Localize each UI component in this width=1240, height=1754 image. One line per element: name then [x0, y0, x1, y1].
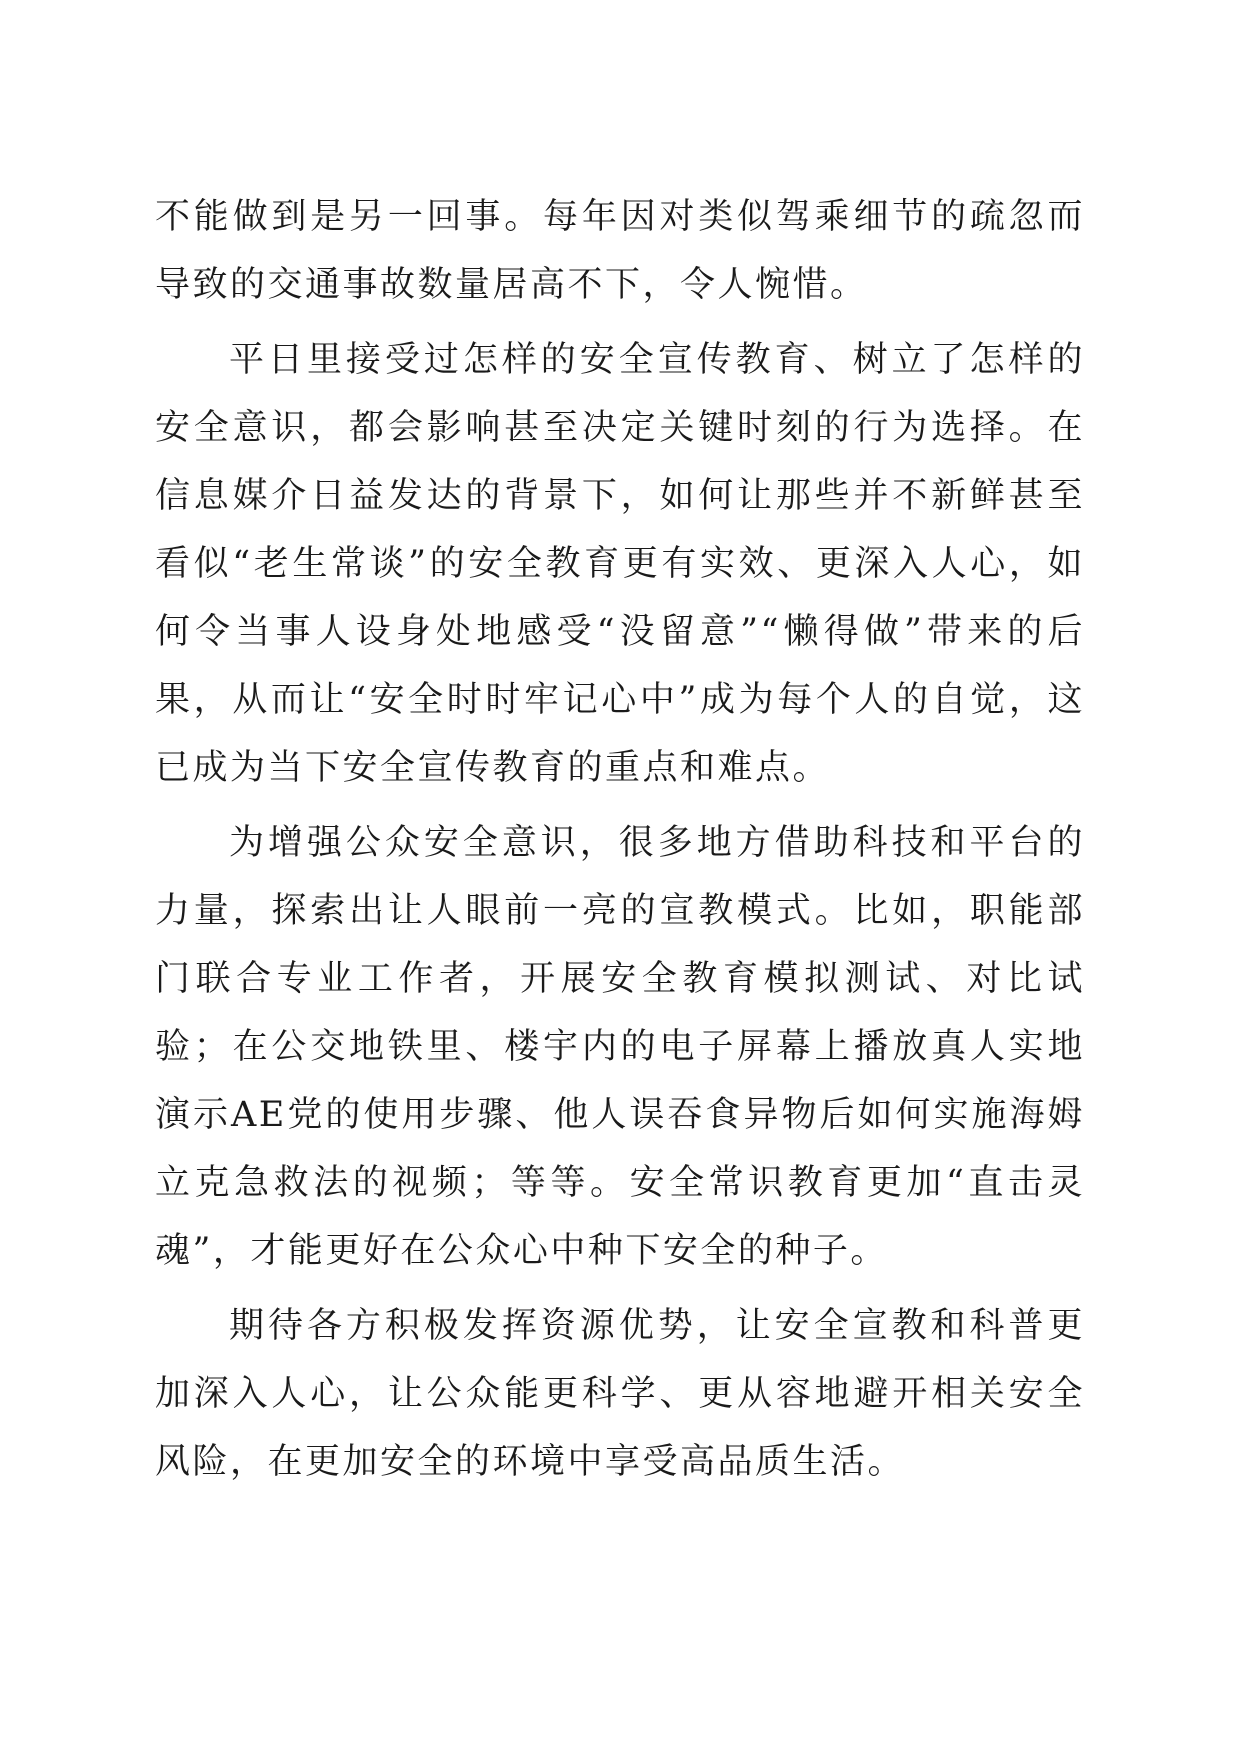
body-text: [155, 183, 1085, 1503]
paragraph-3: 为增强公众安全意识，很多地方借助科技和平台的力量，探索出让人眼前一亮的宣教模式。比如，职能部门联合专业工作者，开展安全教育模拟测试、对比试验；在公交地铁里、楼宇内的电子屏幕上播放真人实地演示AE党的使用步骤、他人误吞食异物后如何实施海姆立克急救法的视频；等等。安全常识教育更加“直击灵魂”，才能更好在公众心中种下安全的种子。: [155, 823, 1085, 1271]
paragraph-1: 不能做到是另一回事。每年因对类似驾乘细节的疏忽而导致的交通事故数量居高不下，令人惋惜。: [155, 197, 1085, 305]
paragraph-4: 期待各方积极发挥资源优势，让安全宣教和科普更加深入人心，让公众能更科学、更从容地避开相关安全风险，在更加安全的环境中享受高品质生活。: [155, 1306, 1085, 1482]
paragraph-2: 平日里接受过怎样的安全宣传教育、树立了怎样的安全意识，都会影响甚至决定关键时刻的行为选择。在信息媒介日益发达的背景下，如何让那些并不新鲜甚至看似“老生常谈”的安全教育更有实效、更深入人心，如何令当事人设身处地感受“没留意”“懒得做”带来的后果，从而让“安全时时牢记心中”成为每个人的自觉，这已成为当下安全宣传教育的重点和难点。: [155, 340, 1085, 788]
